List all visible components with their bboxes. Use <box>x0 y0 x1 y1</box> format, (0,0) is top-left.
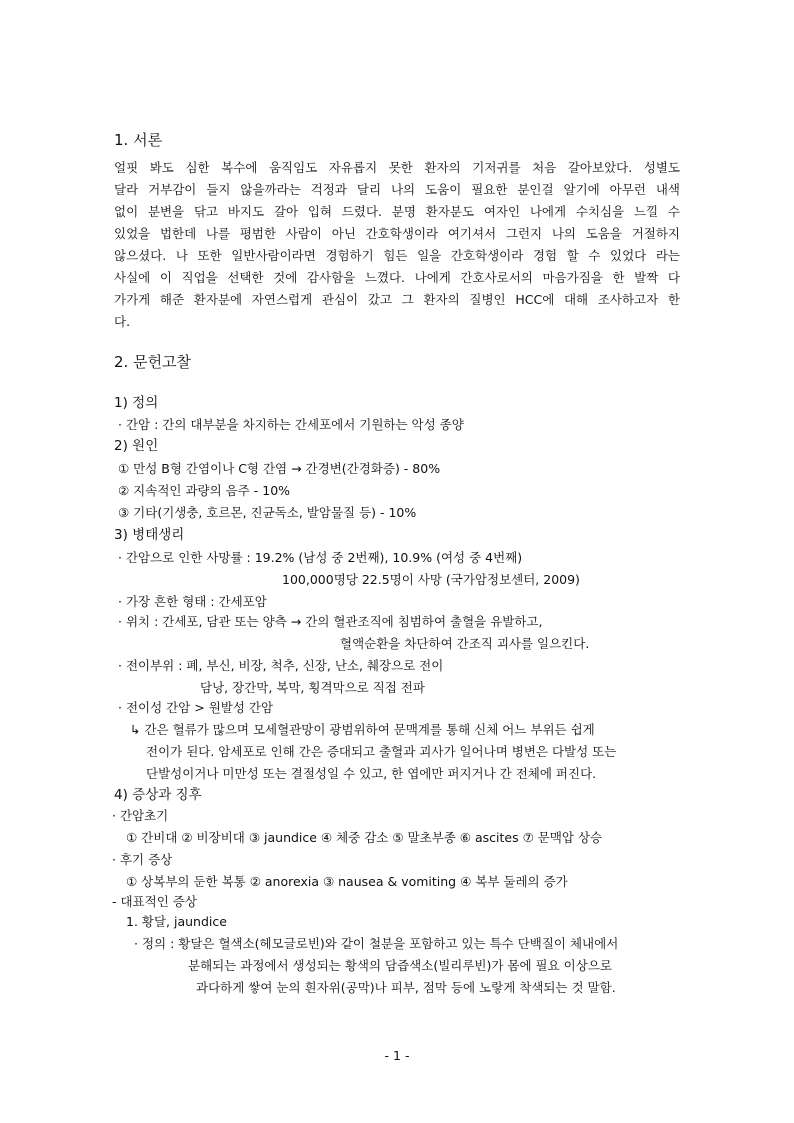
metastatic-explanation: ↳ 간은 혈류가 많으며 모세혈관망이 광범위하여 문맥계를 통해 신체 어느 부위든 쉽게 <box>130 722 595 737</box>
early-stage-heading: · 간암초기 <box>112 808 169 823</box>
intro-line: 달라 거부감이 들지 않을까라는 걱정과 달리 나의 도움이 필요한 분인걸 알기에 아무런 내색 <box>114 182 680 197</box>
location-text-continued: 혈액순환을 차단하여 간조직 괴사를 일으킨다. <box>340 636 590 651</box>
location-text: · 위치 : 간세포, 담관 또는 양측 → 간의 혈관조직에 침범하여 출혈을 유발하고, <box>118 614 543 629</box>
metastasis-site-text: · 전이부위 : 폐, 부신, 비장, 척추, 신장, 난소, 췌장으로 전이 <box>118 658 444 673</box>
intro-line: 사실에 이 직업을 선택한 것에 감사함을 느꼈다. 나에게 간호사로서의 마음가짐을 한 발짝 다 <box>114 270 680 285</box>
representative-symptoms-heading: - 대표적인 증상 <box>112 894 197 909</box>
cause-item: ② 지속적인 과량의 음주 - 10% <box>118 483 291 498</box>
definition-heading: 1) 정의 <box>114 395 159 411</box>
introduction-paragraph <box>114 157 680 333</box>
definition-text: · 간암 : 간의 대부분을 차지하는 간세포에서 기원하는 악성 종양 <box>118 417 464 432</box>
intro-line: 없이 분변을 닦고 바지도 갈아 입혀 드렸다. 분명 환자분도 여자인 나에게 수치심을 느낄 수 <box>114 204 680 219</box>
section-2-title: 2. 문헌고찰 <box>114 353 192 371</box>
late-stage-symptoms: ① 상복부의 둔한 복통 ② anorexia ③ nausea & vomiting ④ 복부 둘레의 증가 <box>126 874 568 889</box>
pathophysiology-heading: 3) 병태생리 <box>114 527 185 543</box>
metastatic-cancer-text: · 전이성 간암 > 원발성 간암 <box>118 700 274 715</box>
section-1-title: 1. 서론 <box>114 131 163 149</box>
page-number: - 1 - <box>384 1048 410 1063</box>
symptoms-heading: 4) 증상과 징후 <box>114 787 202 803</box>
common-form-text: · 가장 흔한 형태 : 간세포암 <box>118 594 267 609</box>
jaundice-heading: 1. 황달, jaundice <box>126 914 227 929</box>
jaundice-definition-continued: 분해되는 과정에서 생성되는 황색의 담즙색소(빌리루빈)가 몸에 필요 이상으로 <box>188 958 612 973</box>
metastatic-explanation: 단발성이거나 미만성 또는 결절성일 수 있고, 한 엽에만 퍼지거나 간 전체에 퍼진다. <box>146 766 597 781</box>
intro-line: 가가게 해준 환자분에 자연스럽게 관심이 갔고 그 환자의 질병인 HCC에 대해 조사하고자 한 <box>114 292 680 307</box>
intro-line: 있었을 법한데 나를 평범한 사람이 아닌 간호학생이라 여기셔서 그런지 나의 도움을 거절하지 <box>114 226 680 241</box>
cause-item: ③ 기타(기생충, 호르몬, 진균독소, 발암물질 등) - 10% <box>118 505 417 520</box>
metastasis-site-text-continued: 담낭, 장간막, 복막, 횡격막으로 직접 전파 <box>200 680 425 695</box>
intro-line: 얼핏 봐도 심한 복수에 움직임도 자유롭지 못한 환자의 기저귀를 처음 갈아보았다. 성별도 <box>114 160 680 175</box>
cause-heading: 2) 원인 <box>114 438 159 454</box>
intro-line: 않으셨다. 나 또한 일반사람이라면 경험하기 힘든 일을 간호학생이라 경험 할 수 있었다 라는 <box>114 248 680 263</box>
cause-item: ① 만성 B형 간염이나 C형 간염 → 간경변(간경화증) - 80% <box>118 461 441 476</box>
mortality-text: · 간암으로 인한 사망률 : 19.2% (남성 중 2번째), 10.9% (여성 중 4번째) <box>118 550 523 565</box>
jaundice-definition-continued: 과다하게 쌓여 눈의 흰자위(공막)나 피부, 점막 등에 노랗게 착색되는 것 말함. <box>196 980 616 995</box>
jaundice-definition: · 정의 : 황달은 혈색소(헤모글로빈)와 같이 철분을 포함하고 있는 특수 단백질이 체내에서 <box>134 936 619 951</box>
late-stage-heading: · 후기 증상 <box>112 852 173 867</box>
intro-line: 다. <box>114 314 131 329</box>
early-stage-symptoms: ① 간비대 ② 비장비대 ③ jaundice ④ 체중 감소 ⑤ 말초부종 ⑥ ascites ⑦ 문맥압 상승 <box>126 830 603 845</box>
metastatic-explanation: 전이가 된다. 암세포로 인해 간은 증대되고 출혈과 괴사가 일어나며 병변은 다발성 또는 <box>146 744 617 759</box>
mortality-text-continued: 100,000명당 22.5명이 사망 (국가암정보센터, 2009) <box>282 572 580 587</box>
